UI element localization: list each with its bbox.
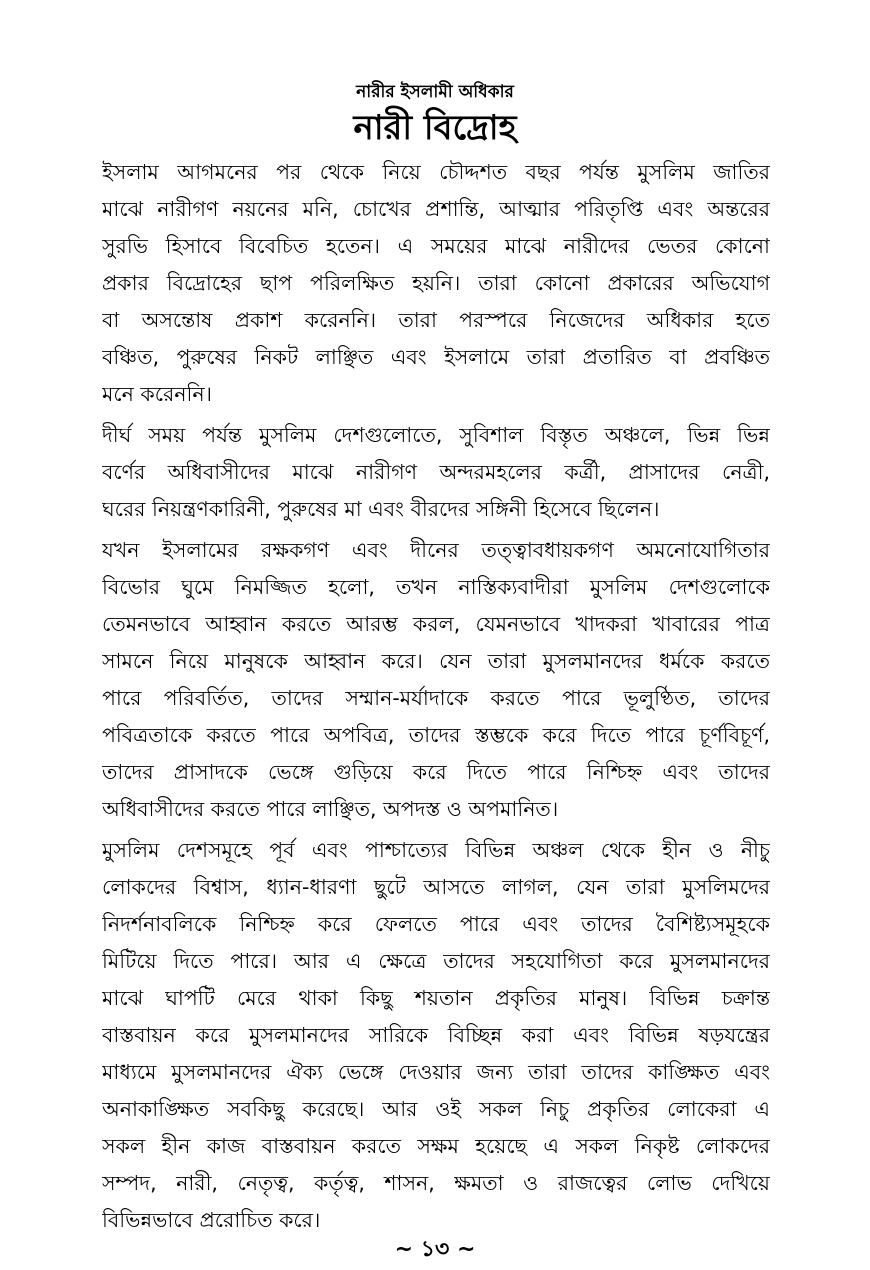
text-line: বা অসন্তোষ প্রকাশ করেননি। তারা পরস্পরে নিজেদের অধিকার হতে	[102, 308, 770, 332]
text-line: দীর্ঘ সময় পর্যন্ত মুসলিম দেশগুলোতে, সুবিশাল বিস্তৃত অঞ্চলে, ভিন্ন ভিন্ন	[102, 423, 770, 447]
text-line: পবিত্রতাকে করতে পারে অপবিত্র, তাদের স্তম্ভকে করে দিতে পারে চূর্ণবিচূর্ণ,	[102, 723, 770, 747]
text-line: অনাকাঙ্ক্ষিত সবকিছু করেছে। আর ওই সকল নিচু প্রকৃতির লোকেরা এ	[102, 1097, 770, 1121]
text-line: মাঝে ঘাপটি মেরে থাকা কিছু শয়তান প্রকৃতির মানুষ। বিভিন্ন চক্রান্ত	[102, 986, 770, 1010]
text-line: মিটিয়ে দিতে পারে। আর এ ক্ষেত্রে তাদের সহযোগিতা করে মুসলমানদের	[102, 949, 770, 973]
chapter-title: নারী বিদ্রোহ	[353, 108, 517, 148]
text-line: ঘরের নিয়ন্ত্রণকারিনী, পুরুষের মা এবং বীরদের সঙ্গিনী হিসেবে ছিলেন।	[102, 497, 660, 521]
text-line: সুরভি হিসাবে বিবেচিত হতেন। এ সময়ের মাঝে নারীদের ভেতর কোনো	[102, 234, 770, 258]
text-line: সকল হীন কাজ বাস্তবায়ন করতে সক্ষম হয়েছে এ সকল নিকৃষ্ট লোকদের	[102, 1134, 770, 1158]
paragraph	[102, 532, 770, 828]
paragraph	[102, 832, 770, 1239]
text-line: সামনে নিয়ে মানুষকে আহ্বান করে। যেন তারা মুসলমানদের ধর্মকে করতে	[102, 649, 770, 673]
text-line: যখন ইসলামের রক্ষকগণ এবং দীনের তত্ত্বাবধায়কগণ অমনোযোগিতার	[102, 538, 770, 562]
text-line: অধিবাসীদের করতে পারে লাঞ্ছিত, অপদস্ত ও অপমানিত।	[102, 797, 559, 821]
page-number: ~ ১৩ ~	[394, 1237, 476, 1262]
text-line: মাঝে নারীগণ নয়নের মনি, চোখের প্রশান্তি, আত্মার পরিতৃপ্তি এবং অন্তরের	[102, 197, 770, 221]
running-head: নারীর ইসলামী অধিকার	[356, 82, 514, 102]
text-line: লোকদের বিশ্বাস, ধ্যান-ধারণা ছুটে আসতে লাগল, যেন তারা মুসলিমদের	[102, 875, 770, 899]
text-line: বাস্তবায়ন করে মুসলমানদের সারিকে বিচ্ছিন্ন করা এবং বিভিন্ন ষড়যন্ত্রের	[102, 1023, 770, 1047]
text-line: তাদের প্রাসাদকে ভেঙ্গে গুড়িয়ে করে দিতে পারে নিশ্চিহ্ন এবং তাদের	[102, 760, 770, 784]
text-line: পারে পরিবর্তিত, তাদের সম্মান-মর্যাদাকে করতে পারে ভূলুণ্ঠিত, তাদের	[102, 686, 770, 710]
text-line: সম্পদ, নারী, নেতৃত্ব, কর্তৃত্ব, শাসন, ক্ষমতা ও রাজত্বের লোভ দেখিয়ে	[102, 1171, 770, 1195]
text-line: বিভিন্নভাবে প্ররোচিত করে।	[102, 1208, 321, 1232]
text-line: বিভোর ঘুমে নিমজ্জিত হলো, তখন নাস্তিক্যবাদীরা মুসলিম দেশগুলোকে	[102, 575, 770, 599]
text-line: তেমনভাবে আহ্বান করতে আরম্ভ করল, যেমনভাবে খাদকরা খাবারের পাত্র	[102, 612, 770, 636]
text-line: ইসলাম আগমনের পর থেকে নিয়ে চৌদ্দশত বছর পর্যন্ত মুসলিম জাতির	[102, 160, 770, 184]
text-line: বঞ্চিত, পুরুষের নিকট লাঞ্ছিত এবং ইসলামে তারা প্রতারিত বা প্রবঞ্চিত	[102, 345, 770, 369]
body-text	[102, 154, 770, 1243]
paragraph	[102, 417, 770, 528]
paragraph	[102, 154, 770, 413]
text-line: মনে করেননি।	[102, 382, 212, 406]
text-line: নিদর্শনাবলিকে নিশ্চিহ্ন করে ফেলতে পারে এবং তাদের বৈশিষ্ট্যসমূহকে	[102, 912, 770, 936]
text-line: বর্ণের অধিবাসীদের মাঝে নারীগণ অন্দরমহলের কর্ত্রী, প্রাসাদের নেত্রী,	[102, 460, 770, 484]
text-line: মুসলিম দেশসমূহে পূর্ব এবং পাশ্চাত্যের বিভিন্ন অঞ্চল থেকে হীন ও নীচু	[102, 838, 770, 862]
text-line: মাধ্যমে মুসলমানদের ঐক্য ভেঙ্গে দেওয়ার জন্য তারা তাদের কাঙ্ক্ষিত এবং	[102, 1060, 770, 1084]
text-line: প্রকার বিদ্রোহের ছাপ পরিলক্ষিত হয়নি। তারা কোনো প্রকারের অভিযোগ	[102, 271, 770, 295]
